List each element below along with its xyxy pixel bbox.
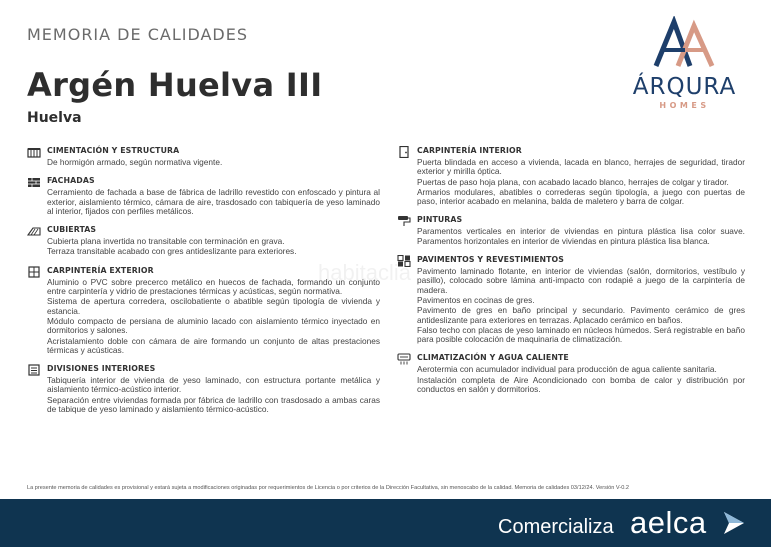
footer-brand: aelca <box>630 505 707 540</box>
section-paragraph: Terraza transitable acabado con gres antideslizante para exteriores. <box>47 246 297 257</box>
section-paragraph: Pavimento laminado flotante, en interior de viviendas (salón, dormitorios, vestíbulo y pasillo), colocado sobre lámina anti-impacto con rodapié a juego de la carpintería de madera. <box>417 266 745 295</box>
section-paragraph: Acristalamiento doble con cámara de aire formando un conjunto de altas prestaciones térmicas y acústicas. <box>47 335 380 355</box>
section-title: FACHADAS <box>47 176 95 186</box>
section-paragraph: Tabiquería interior de vivienda de yeso laminado, con estructura portante metálica y aislamiento térmico-acústico interior. <box>47 375 380 395</box>
arqura-logo <box>622 16 747 116</box>
header-kicker: MEMORIA DE CALIDADES <box>27 25 249 44</box>
left-column <box>27 146 380 423</box>
section-title: DIVISIONES INTERIORES <box>47 364 156 374</box>
section-pinturas <box>397 215 745 246</box>
brick-wall-icon <box>27 176 41 188</box>
section-paragraph: Paramentos verticales en interior de viviendas en pintura plástica lisa color suave. Paramentos horizontales en interior de viviendas en pintura plástica lisa blanca. <box>417 226 745 246</box>
window-icon <box>27 266 41 278</box>
section-title: PAVIMENTOS Y REVESTIMIENTOS <box>417 255 564 265</box>
section-title: CLIMATIZACIÓN Y AGUA CALIENTE <box>417 353 569 363</box>
section-paragraph: Puerta blindada en acceso a vivienda, lacada en blanco, herrajes de seguridad, tirador exterior y mirilla óptica. <box>417 157 745 177</box>
section-paragraph: Cubierta plana invertida no transitable con terminación en grava. <box>47 236 285 247</box>
watermark: habitaclia <box>318 260 411 285</box>
section-divisiones-interiores <box>27 364 380 414</box>
paint-roller-icon <box>397 215 411 227</box>
footer-label: Comercializa <box>498 516 614 538</box>
section-paragraph: Sistema de apertura corredera, oscilobatiente o abatible según tipología de vivienda y estancia. <box>47 296 380 316</box>
section-paragraph: Módulo compacto de persiana de aluminio lacado con aislamiento térmico inyectado en dormitorios y salones. <box>47 315 380 336</box>
section-paragraph: Pavimentos en cocinas de gres. <box>417 294 535 305</box>
section-paragraph: Falso techo con placas de yeso laminado en núcleos húmedos. Será registrable en baño para posible colocación de maquinaria de climatización. <box>417 324 745 345</box>
door-icon <box>397 146 411 158</box>
section-carpinteria-interior <box>397 146 745 206</box>
section-title: CUBIERTAS <box>47 225 97 235</box>
page-subtitle: Huelva <box>27 110 82 126</box>
section-cubiertas <box>27 225 380 257</box>
section-carpinteria-exterior <box>27 266 380 355</box>
section-title: PINTURAS <box>417 215 463 225</box>
section-title: CIMENTACIÓN Y ESTRUCTURA <box>47 146 180 155</box>
play-arrow-icon <box>720 510 746 536</box>
footer-bar <box>0 499 771 547</box>
section-paragraph: Armarios modulares, abatibles o correderas según tipología, a juego con puertas de paso, interior acabado en melanina, balda de maletero y barra de colgar. <box>417 186 745 207</box>
section-paragraph: Cerramiento de fachada a base de fábrica de ladrillo revestido con enfoscado y pintura al exterior, aislamiento térmico, cámara de aire, trasdosado con tabiquería de yeso laminado al interior, fijados con perfiles metálicos. <box>47 187 380 216</box>
section-paragraph: De hormigón armado, según normativa vigente. <box>47 157 223 167</box>
section-paragraph: Pavimento de gres en baño principal y secundario. Pavimento cerámico de gres antideslizante para exteriores en terrazas. Aplacado cerámico en baños. <box>417 305 745 325</box>
section-cimentacion <box>27 146 380 167</box>
section-paragraph: Puertas de paso hoja plana, con acabado lacado blanco, herrajes de colgar y tirador. <box>417 176 729 187</box>
section-title: CARPINTERÍA INTERIOR <box>417 146 522 155</box>
section-paragraph: Separación entre viviendas formada por fábrica de ladrillo con trasdosado a ambas caras de tabique de yeso laminado y aislamiento térmico-acústico. <box>47 394 380 415</box>
tiles-icon <box>397 255 411 267</box>
section-fachadas <box>27 176 380 216</box>
building-icon <box>27 146 41 158</box>
arqura-logo-mark-icon <box>652 16 716 68</box>
section-paragraph: Aluminio o PVC sobre precerco metálico en huecos de fachada, formando un conjunto entre carpintería y vidrio de prestaciones térmicas y acústicas, según normativa. <box>47 276 380 297</box>
climate-icon <box>397 353 411 365</box>
page-title: Argén Huelva III <box>27 66 323 104</box>
right-column <box>397 146 745 403</box>
section-paragraph: Aerotermia con acumulador individual para producción de agua caliente sanitaria. <box>417 364 717 375</box>
section-climatizacion <box>397 353 745 394</box>
logo-name: ÁRQURA <box>632 74 737 100</box>
roof-icon <box>27 225 41 237</box>
logo-subname: HOMES <box>659 101 710 110</box>
section-pavimentos <box>397 255 745 344</box>
section-title: CARPINTERÍA EXTERIOR <box>47 265 154 275</box>
section-paragraph: Instalación completa de Aire Acondicionado con bomba de calor y distribución por conductos en salón y dormitorios. <box>417 374 745 395</box>
partition-icon <box>27 364 41 376</box>
disclaimer-note: La presente memoria de calidades es provisional y estará sujeta a modificaciones originadas por requerimientos de Licencia o por criterios de la Dirección Facultativa, sin menoscabo de la calidad. Memoria de calidades 03/12/24. Versión V-0.2 <box>27 485 629 491</box>
